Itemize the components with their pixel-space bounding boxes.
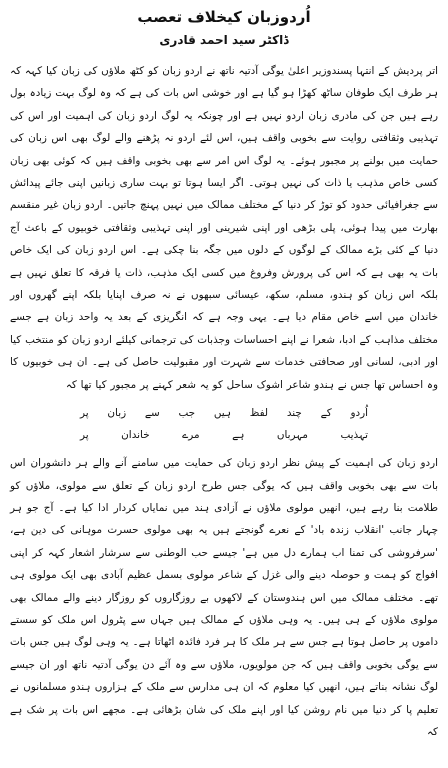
article-paragraph-2: اردو زبان کی اہمیت کے پیش نظر اردو زبان کی حمایت میں سامنے آنے والے ہر دانشوران اس بات سے بھی بخوبی واقف ہیں کہ یوگی جس طرح اردو زبان کے تعلق سے مولوی، ملاؤں کو طلامت بنا رہے ہیں، انھیں مولوی ملاؤں نے آزادی ہند میں نمایاں کردار ادا کیا ہے۔ آج جو ہر چہار جانب 'انقلاب زندہ باد' کے نعرے گونجتے ہیں یہ بھی مولوی حسرت موہانی کی دین ہے، 'سرفروشی کی تمنا اب ہمارے دل میں ہے' جیسے حب الوطنی سے سرشار اشعار کہہ کر اپنی افواج کو ہمت و حوصلہ دینے والی غزل کے شاعر مولوی بسمل عظیم آبادی بھی ایک مولوی ہی تھے۔ مختلف ممالک میں اس ہندوستان کے لاکھوں بے روزگاروں کو روزگار دینے والے ممالک بھی مولوی ملاؤں کے ہی ہیں۔ یہ وہی ملاؤں کے ممالک ہیں جہاں سے پٹرول اس ملک کو سستے داموں پر حاصل ہوتا ہے جس سے ہر ملک کا ہر فرد فائدہ اٹھاتا ہے۔ یہ وہی لوگ ہیں جس بات سے یوگی بخوبی واقف ہیں کہ جن مولویوں، ملاؤں سے وہ آئے دن یوگی آدتیہ ناتھ اور ان جیسے لوگ نشانہ بناتے ہیں، انھیں کیا معلوم کہ ان ہی مدارس سے ملک کے ہزاروں ہندو مسلمانوں نے تعلیم پا کر دنیا میں نام روشن کیا اور اپنے ملک کی شان بڑھائی ہے۔ مجھے اس بات پر شک ہے کہ <box>10 457 438 738</box>
couplet-line-1: اُردو کے چند لفظ ہیں جب سے زبان پر <box>80 407 368 420</box>
poetry-couplet <box>10 402 438 446</box>
couplet-line-2: تہذیب مہرباں ہے مرے خاندان پر <box>80 429 368 442</box>
article-paragraph-1: اتر پردیش کے انتہا پسندوزیر اعلیٰ یوگی آدتیہ ناتھ نے اردو زبان کو کٹھ ملاؤں کی زبان کیا کہہ کہ ہر طرف ایک طوفان ساٹھ کھڑا ہو گیا ہے اور خوشی اس بات کی ہے کہ وہ لوگ بہت زیادہ بول رہے ہیں جن کی مادری زبان اردو نہیں ہے اور چونکہ یہ لوگ اردو زبان کی اہمیت اور اس کی تہذیبی وثقافتی روایت سے بخوبی واقف ہیں، اس لئے اردو نہ پڑھنے والے لوگ بھی اس زبان کی حمایت میں بولنے پر مجبور ہوئے۔ یہ لوگ اس امر سے بھی بخوبی واقف ہیں کہ کوئی بھی زبان کسی خاص مذہب یا ذات کی نہیں ہوتی۔ اگر ایسا ہوتا تو بہت ساری زبانیں اپنی جائے پیدائش سے جغرافیائی حدود کو توڑ کر دنیا کے مختلف ممالک میں نہیں پہنچ جاتیں۔ اردو زبان غیر منقسم بھارت میں پیدا ہوئی، پلی بڑھی اور اپنی شیرینی اور اپنی تہذیبی وثقافتی خوبیوں کے باعث آج دنیا کے کئی بڑے ممالک کے لوگوں کے دلوں میں جگہ بنا چکی ہے۔ اس اردو زبان کی ایک خاص بات یہ بھی ہے کہ اس کی پرورش وفروغ میں کسی ایک مذہب، ذات یا فرقہ کا تعلق نہیں ہے بلکہ اس زبان کو ہندو، مسلم، سکھ، عیسائی سبھوں نے نہ صرف اپنایا بلکہ اپنے گھروں اور خاندان میں اسے خاص مقام دیا ہے۔ یہی وجہ ہے کہ انگریزی کے بعد یہ واحد زبان ہے جسے مختلف مذاہب کے ادبا، شعرا نے اپنے احساسات وجذبات کی ترجمانی کیلئے اردو زبان کو منتخب کیا اور ادبی، لسانی اور صحافتی خدمات سے شہرت اور مقبولیت حاصل کی ہے۔ ان ہی خوبیوں کا وہ احساس تھا جس نے ہندو شاعر اشوک ساحل کو یہ شعر کہنے پر مجبور کیا تھا کہ <box>10 65 438 391</box>
article-author: ڈاکٹر سید احمد قادری <box>159 33 289 47</box>
article-title: اُردوزبان کیخلاف تعصب <box>137 8 311 26</box>
